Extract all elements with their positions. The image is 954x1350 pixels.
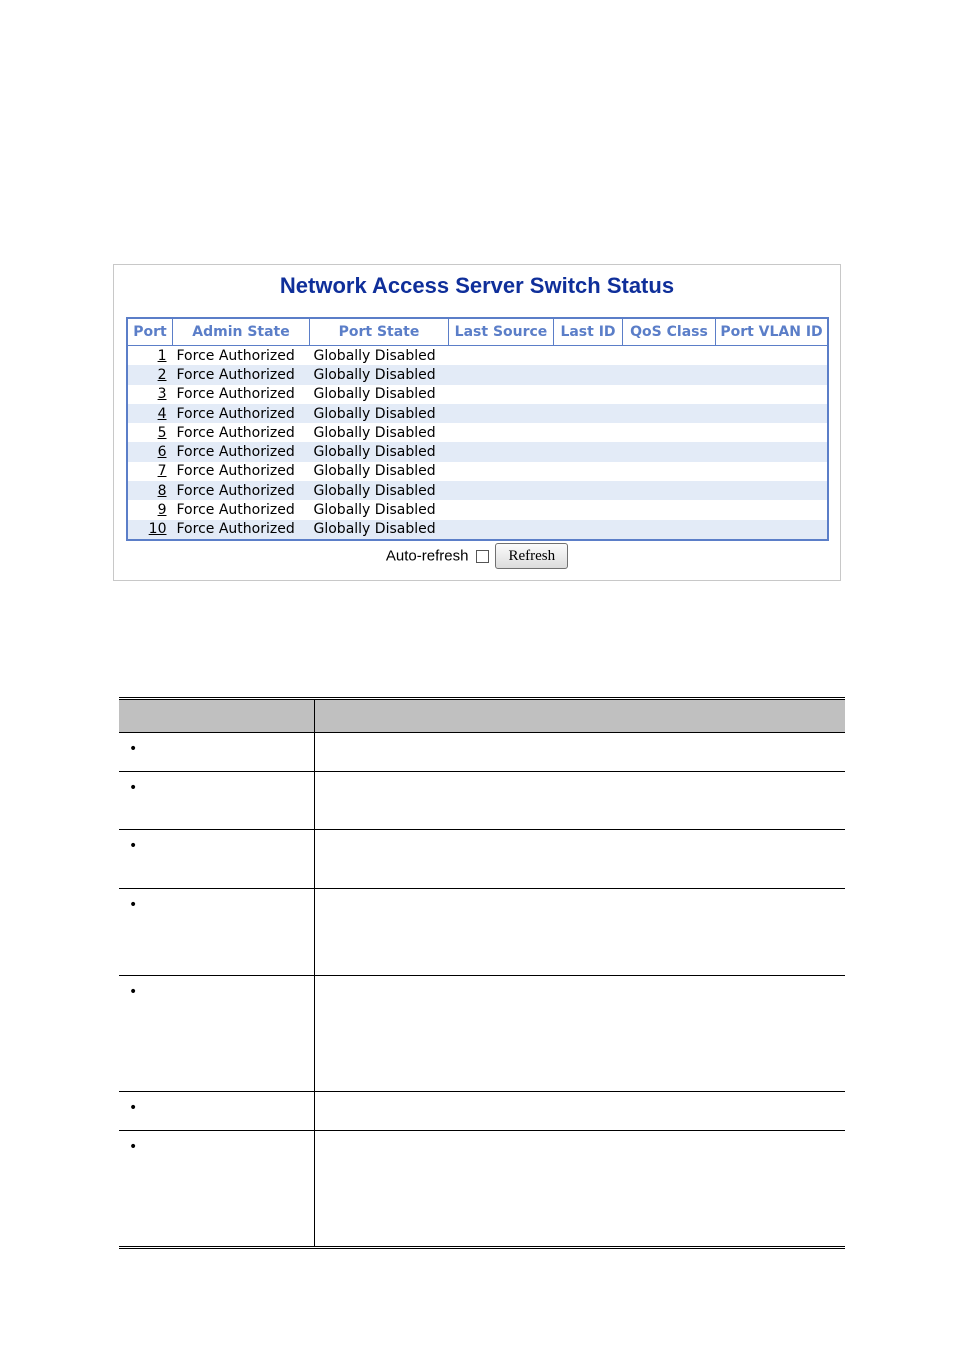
last-id-cell (554, 462, 623, 481)
last-source-cell (449, 365, 554, 384)
table-row (127, 365, 828, 384)
qos-class-cell (623, 481, 716, 500)
port-state-cell: Globally Disabled (310, 481, 449, 500)
port-cell (127, 462, 173, 481)
qos-class-cell (623, 500, 716, 519)
table-row (119, 976, 845, 1092)
last-source-cell (449, 481, 554, 500)
port-cell (127, 520, 173, 540)
bullet: • (129, 1100, 138, 1116)
table-row (127, 423, 828, 442)
port-link[interactable]: 4 (157, 405, 167, 422)
port-cell (127, 423, 173, 442)
last-id-cell (554, 423, 623, 442)
last-source-cell (449, 462, 554, 481)
qos-class-cell (623, 442, 716, 461)
port-vlan-id-cell (716, 462, 829, 481)
last-source-cell (449, 442, 554, 461)
table-row (119, 830, 845, 889)
port-vlan-id-cell (716, 423, 829, 442)
last-source-cell (449, 520, 554, 540)
port-vlan-id-cell (716, 385, 829, 404)
admin-state-cell: Force Authorized (173, 520, 310, 540)
port-state-cell: Globally Disabled (313, 424, 436, 441)
description-header-row (119, 699, 845, 733)
column-header-last-source: Last Source (449, 318, 554, 346)
port-state-cell: Globally Disabled (310, 520, 449, 540)
table-row (119, 1131, 845, 1248)
bullet: • (129, 741, 138, 757)
description-table (119, 697, 845, 1249)
last-id-cell (554, 385, 623, 404)
port-state-cell: Globally Disabled (313, 386, 436, 403)
qos-class-cell (623, 385, 716, 404)
port-link[interactable]: 8 (157, 482, 167, 499)
last-id-cell (554, 520, 623, 540)
admin-state-cell: Force Authorized (173, 442, 310, 461)
bullet: • (129, 1139, 138, 1155)
column-header-port-state: Port State (310, 318, 449, 346)
port-state-cell: Globally Disabled (313, 347, 436, 364)
last-id-cell (554, 346, 623, 366)
port-cell (127, 385, 173, 404)
column-header-qos-class: QoS Class (623, 318, 716, 346)
port-link[interactable]: 9 (157, 502, 167, 519)
column-header-port: Port (127, 318, 173, 346)
table-header-row (127, 318, 828, 346)
table-row (119, 772, 845, 830)
auto-refresh-checkbox[interactable] (476, 550, 489, 563)
table-row (127, 346, 828, 366)
port-link[interactable]: 2 (157, 366, 167, 383)
port-link[interactable]: 1 (157, 347, 167, 364)
auto-refresh-label: Auto-refresh (385, 547, 469, 565)
refresh-controls (114, 543, 840, 569)
status-table (126, 317, 829, 541)
panel-title: Network Access Server Switch Status (279, 273, 675, 298)
bullet: • (129, 984, 138, 1000)
qos-class-cell (623, 365, 716, 384)
port-state-cell: Globally Disabled (313, 463, 436, 480)
port-state-cell: Globally Disabled (310, 404, 449, 423)
last-id-cell (554, 500, 623, 519)
last-id-cell (554, 442, 623, 461)
port-vlan-id-cell (716, 520, 829, 540)
port-vlan-id-cell (716, 346, 829, 366)
last-source-cell (449, 385, 554, 404)
port-cell (127, 404, 173, 423)
port-state-cell: Globally Disabled (313, 502, 436, 519)
port-cell (127, 442, 173, 461)
refresh-button[interactable]: Refresh (495, 543, 568, 569)
admin-state-cell: Force Authorized (176, 347, 295, 364)
table-row (127, 520, 828, 540)
port-link[interactable]: 5 (157, 424, 167, 441)
port-vlan-id-cell (716, 404, 829, 423)
port-vlan-id-cell (716, 481, 829, 500)
table-row (127, 404, 828, 423)
column-header-last-id: Last ID (554, 318, 623, 346)
port-link[interactable]: 3 (157, 386, 167, 403)
admin-state-cell: Force Authorized (176, 463, 295, 480)
description-header-cell (315, 699, 846, 733)
last-id-cell (554, 365, 623, 384)
port-cell (127, 346, 173, 366)
port-vlan-id-cell (716, 442, 829, 461)
admin-state-cell: Force Authorized (176, 502, 295, 519)
table-row (127, 462, 828, 481)
table-row (127, 385, 828, 404)
last-source-cell (449, 404, 554, 423)
admin-state-cell: Force Authorized (173, 365, 310, 384)
port-link[interactable]: 10 (148, 521, 167, 538)
port-state-cell: Globally Disabled (310, 442, 449, 461)
port-link[interactable]: 7 (157, 463, 167, 480)
port-link[interactable]: 6 (157, 444, 167, 461)
admin-state-cell: Force Authorized (176, 386, 295, 403)
column-header-admin-state: Admin State (173, 318, 310, 346)
table-row (127, 442, 828, 461)
last-id-cell (554, 404, 623, 423)
port-vlan-id-cell (716, 500, 829, 519)
table-row (127, 500, 828, 519)
admin-state-cell: Force Authorized (173, 481, 310, 500)
last-source-cell (449, 346, 554, 366)
table-row (127, 481, 828, 500)
port-vlan-id-cell (716, 365, 829, 384)
qos-class-cell (623, 423, 716, 442)
table-row (119, 733, 845, 772)
last-source-cell (449, 500, 554, 519)
nas-switch-status-panel (113, 264, 841, 581)
object-header-cell (119, 699, 315, 733)
qos-class-cell (623, 346, 716, 366)
qos-class-cell (623, 520, 716, 540)
bullet: • (129, 780, 138, 796)
qos-class-cell (623, 404, 716, 423)
table-row (119, 1092, 845, 1131)
admin-state-cell: Force Authorized (176, 424, 295, 441)
last-id-cell (554, 481, 623, 500)
bullet: • (129, 838, 138, 854)
admin-state-cell: Force Authorized (173, 404, 310, 423)
table-row (119, 889, 845, 976)
port-cell (127, 500, 173, 519)
bullet: • (129, 897, 138, 913)
port-cell (127, 481, 173, 500)
last-source-cell (449, 423, 554, 442)
column-header-port-vlan-id: Port VLAN ID (716, 318, 829, 346)
qos-class-cell (623, 462, 716, 481)
port-state-cell: Globally Disabled (310, 365, 449, 384)
port-cell (127, 365, 173, 384)
